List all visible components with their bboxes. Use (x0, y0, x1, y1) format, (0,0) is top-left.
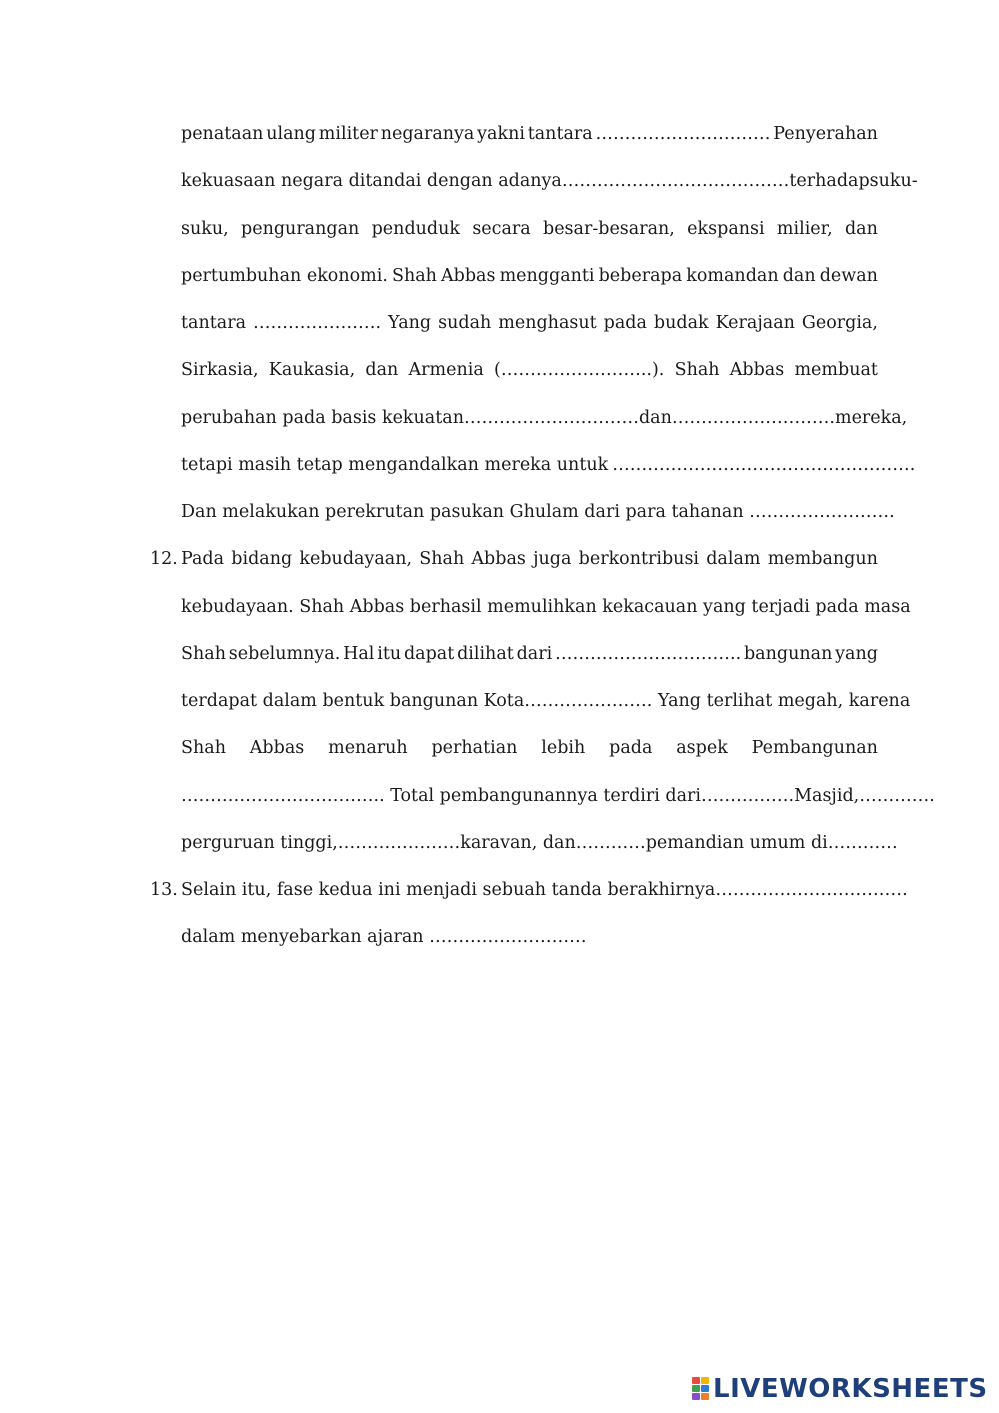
text-segment: besar-besaran, (543, 218, 675, 239)
blank-field[interactable]: ……………. (701, 785, 795, 806)
text-segment: Shah (391, 265, 437, 286)
text-line (181, 736, 878, 760)
text-segment: suku, (181, 218, 229, 239)
text-segment: mengganti (499, 265, 595, 286)
blank-field[interactable]: ………………………….. (555, 643, 742, 664)
text-line (181, 453, 916, 477)
text-segment: Sirkasia, (181, 360, 259, 381)
text-line (181, 169, 918, 193)
blank-field[interactable]: ………………………… (463, 407, 639, 428)
text-segment: karavan, dan (460, 832, 576, 853)
blank-field[interactable]: ………… (575, 832, 646, 853)
text-segment: Pembangunan (751, 738, 878, 759)
text-segment: Shah (674, 360, 720, 381)
blank-field[interactable]: (……………………..). (494, 360, 665, 381)
text-segment: menaruh (328, 738, 408, 759)
text-segment: penataan (181, 124, 264, 144)
text-segment: bidang (231, 549, 293, 570)
text-segment: sudah (438, 313, 492, 333)
text-segment: perguruan tinggi, (181, 832, 338, 853)
blank-field[interactable]: …………. (859, 785, 935, 806)
text-segment: membangun (767, 549, 878, 570)
text-segment: yang (835, 643, 878, 664)
text-segment: ekspansi (687, 218, 765, 239)
text-segment: kekuasaan negara ditandai dengan adanya (181, 171, 562, 192)
text-line (181, 217, 878, 241)
text-segment: militer (318, 124, 378, 144)
text-segment: yakni (477, 124, 525, 144)
text-segment: terdapat dalam bentuk bangunan Kota (181, 691, 525, 711)
text-segment: dan (782, 265, 816, 286)
text-segment: menghasut (498, 313, 597, 333)
text-segment: pada (609, 738, 653, 759)
text-line (181, 689, 911, 713)
blank-field[interactable]: ………… (827, 832, 898, 853)
text-segment: aspek (676, 738, 728, 759)
blank-field[interactable]: …………………………….. Total pembangunannya terdiri dari (181, 785, 702, 806)
text-segment: milier, (776, 218, 833, 239)
text-segment: pertumbuhan ekonomi. (181, 265, 388, 286)
text-line (181, 264, 878, 288)
text-segment: itu (377, 643, 402, 664)
text-segment: suku- (869, 171, 918, 192)
text-segment: Abbas (249, 738, 305, 759)
text-segment: dewan (819, 265, 878, 286)
text-segment: tantara (181, 313, 247, 333)
text-segment: Shah (181, 643, 226, 664)
text-segment: terhadap (789, 171, 870, 192)
text-segment: kebudayaan. Shah Abbas berhasil memulihkan kekacauan yang terjadi pada masa (181, 596, 911, 617)
text-segment: beberapa (598, 265, 683, 286)
text-segment: budak (653, 313, 709, 333)
text-line (181, 500, 895, 524)
text-segment: kebudayaan, (299, 549, 413, 570)
text-segment: Shah (419, 549, 465, 570)
blank-field[interactable]: ……………………………………………. (612, 454, 916, 475)
text-line (181, 358, 878, 382)
text-segment: Kerajaan (715, 313, 795, 333)
text-segment: Georgia, (801, 313, 878, 333)
text-segment: pengurangan (241, 218, 360, 239)
text-segment: dan (365, 360, 399, 381)
list-number: 13. (150, 880, 178, 900)
text-segment: dari (516, 643, 553, 664)
blank-field[interactable]: ………………………… (595, 124, 771, 144)
text-segment: Penyerahan (773, 124, 878, 144)
text-segment: Selain itu, fase kedua ini menjadi sebuah tanda berakhirnya (181, 880, 716, 900)
text-line (181, 311, 878, 335)
text-segment: dapat (403, 643, 455, 664)
text-segment: Hal (343, 643, 375, 664)
text-segment: Pada (181, 549, 225, 570)
text-segment: dilihat (457, 643, 514, 664)
text-segment: juga (533, 549, 572, 570)
text-line (181, 547, 878, 571)
text-segment: perhatian (431, 738, 518, 759)
text-segment: dan (844, 218, 878, 239)
text-segment: tetapi masih tetap mengandalkan mereka untuk (181, 454, 609, 475)
blank-field[interactable]: ………………… (337, 832, 461, 853)
text-segment: bangunan (743, 643, 833, 664)
text-segment: Abbas (441, 265, 496, 286)
blank-field[interactable]: …………………………… (715, 880, 908, 900)
text-segment: sebelumnya. (228, 643, 341, 664)
liveworksheets-logo (692, 1376, 988, 1402)
text-segment: secara (472, 218, 531, 239)
text-segment: Abbas (729, 360, 785, 381)
text-segment: Masjid, (794, 785, 860, 806)
text-line (181, 122, 878, 146)
text-line (181, 595, 911, 619)
blank-field[interactable]: ………………………………… (561, 171, 790, 192)
text-segment: Abbas (471, 549, 526, 570)
text-segment: membuat (794, 360, 878, 381)
list-number: 12. (150, 549, 178, 570)
text-segment: pemandian umum di (645, 832, 828, 853)
text-segment: Shah (181, 738, 226, 759)
blank-field[interactable]: …………………. Yang terlihat megah, karena (524, 691, 911, 711)
logo-text: LIVEWORKSHEETS (713, 1374, 988, 1404)
text-line (181, 642, 878, 666)
text-segment: negaranya (380, 124, 475, 144)
text-segment: penduduk (371, 218, 460, 239)
blank-field[interactable]: …………………. (252, 313, 382, 333)
liveworksheets-logo-icon (692, 1377, 710, 1401)
text-line (181, 925, 878, 949)
text-segment: pada (603, 313, 647, 333)
text-segment: komandan (686, 265, 779, 286)
text-segment: Kaukasia, (268, 360, 356, 381)
blank-field[interactable]: ………………………. (671, 407, 835, 428)
blank-field[interactable]: Dan melakukan perekrutan pasukan Ghulam dari para tahanan ……………………. (181, 502, 895, 522)
text-segment: dalam (706, 549, 761, 570)
text-line (181, 878, 908, 902)
text-segment: Armenia (408, 360, 484, 381)
text-segment: berkontribusi (578, 549, 700, 570)
text-segment: Yang (388, 313, 432, 333)
text-segment: ulang (266, 124, 316, 144)
text-line (181, 784, 935, 808)
text-segment: mereka, (834, 407, 908, 428)
blank-field[interactable]: dalam menyebarkan ajaran ……………………… (181, 927, 587, 948)
text-line (181, 831, 898, 855)
text-segment: perubahan pada basis kekuatan (181, 407, 464, 428)
text-line (181, 406, 908, 430)
text-segment: tantara (527, 124, 593, 144)
text-segment: lebih (541, 738, 586, 759)
text-segment: dan (638, 407, 672, 428)
